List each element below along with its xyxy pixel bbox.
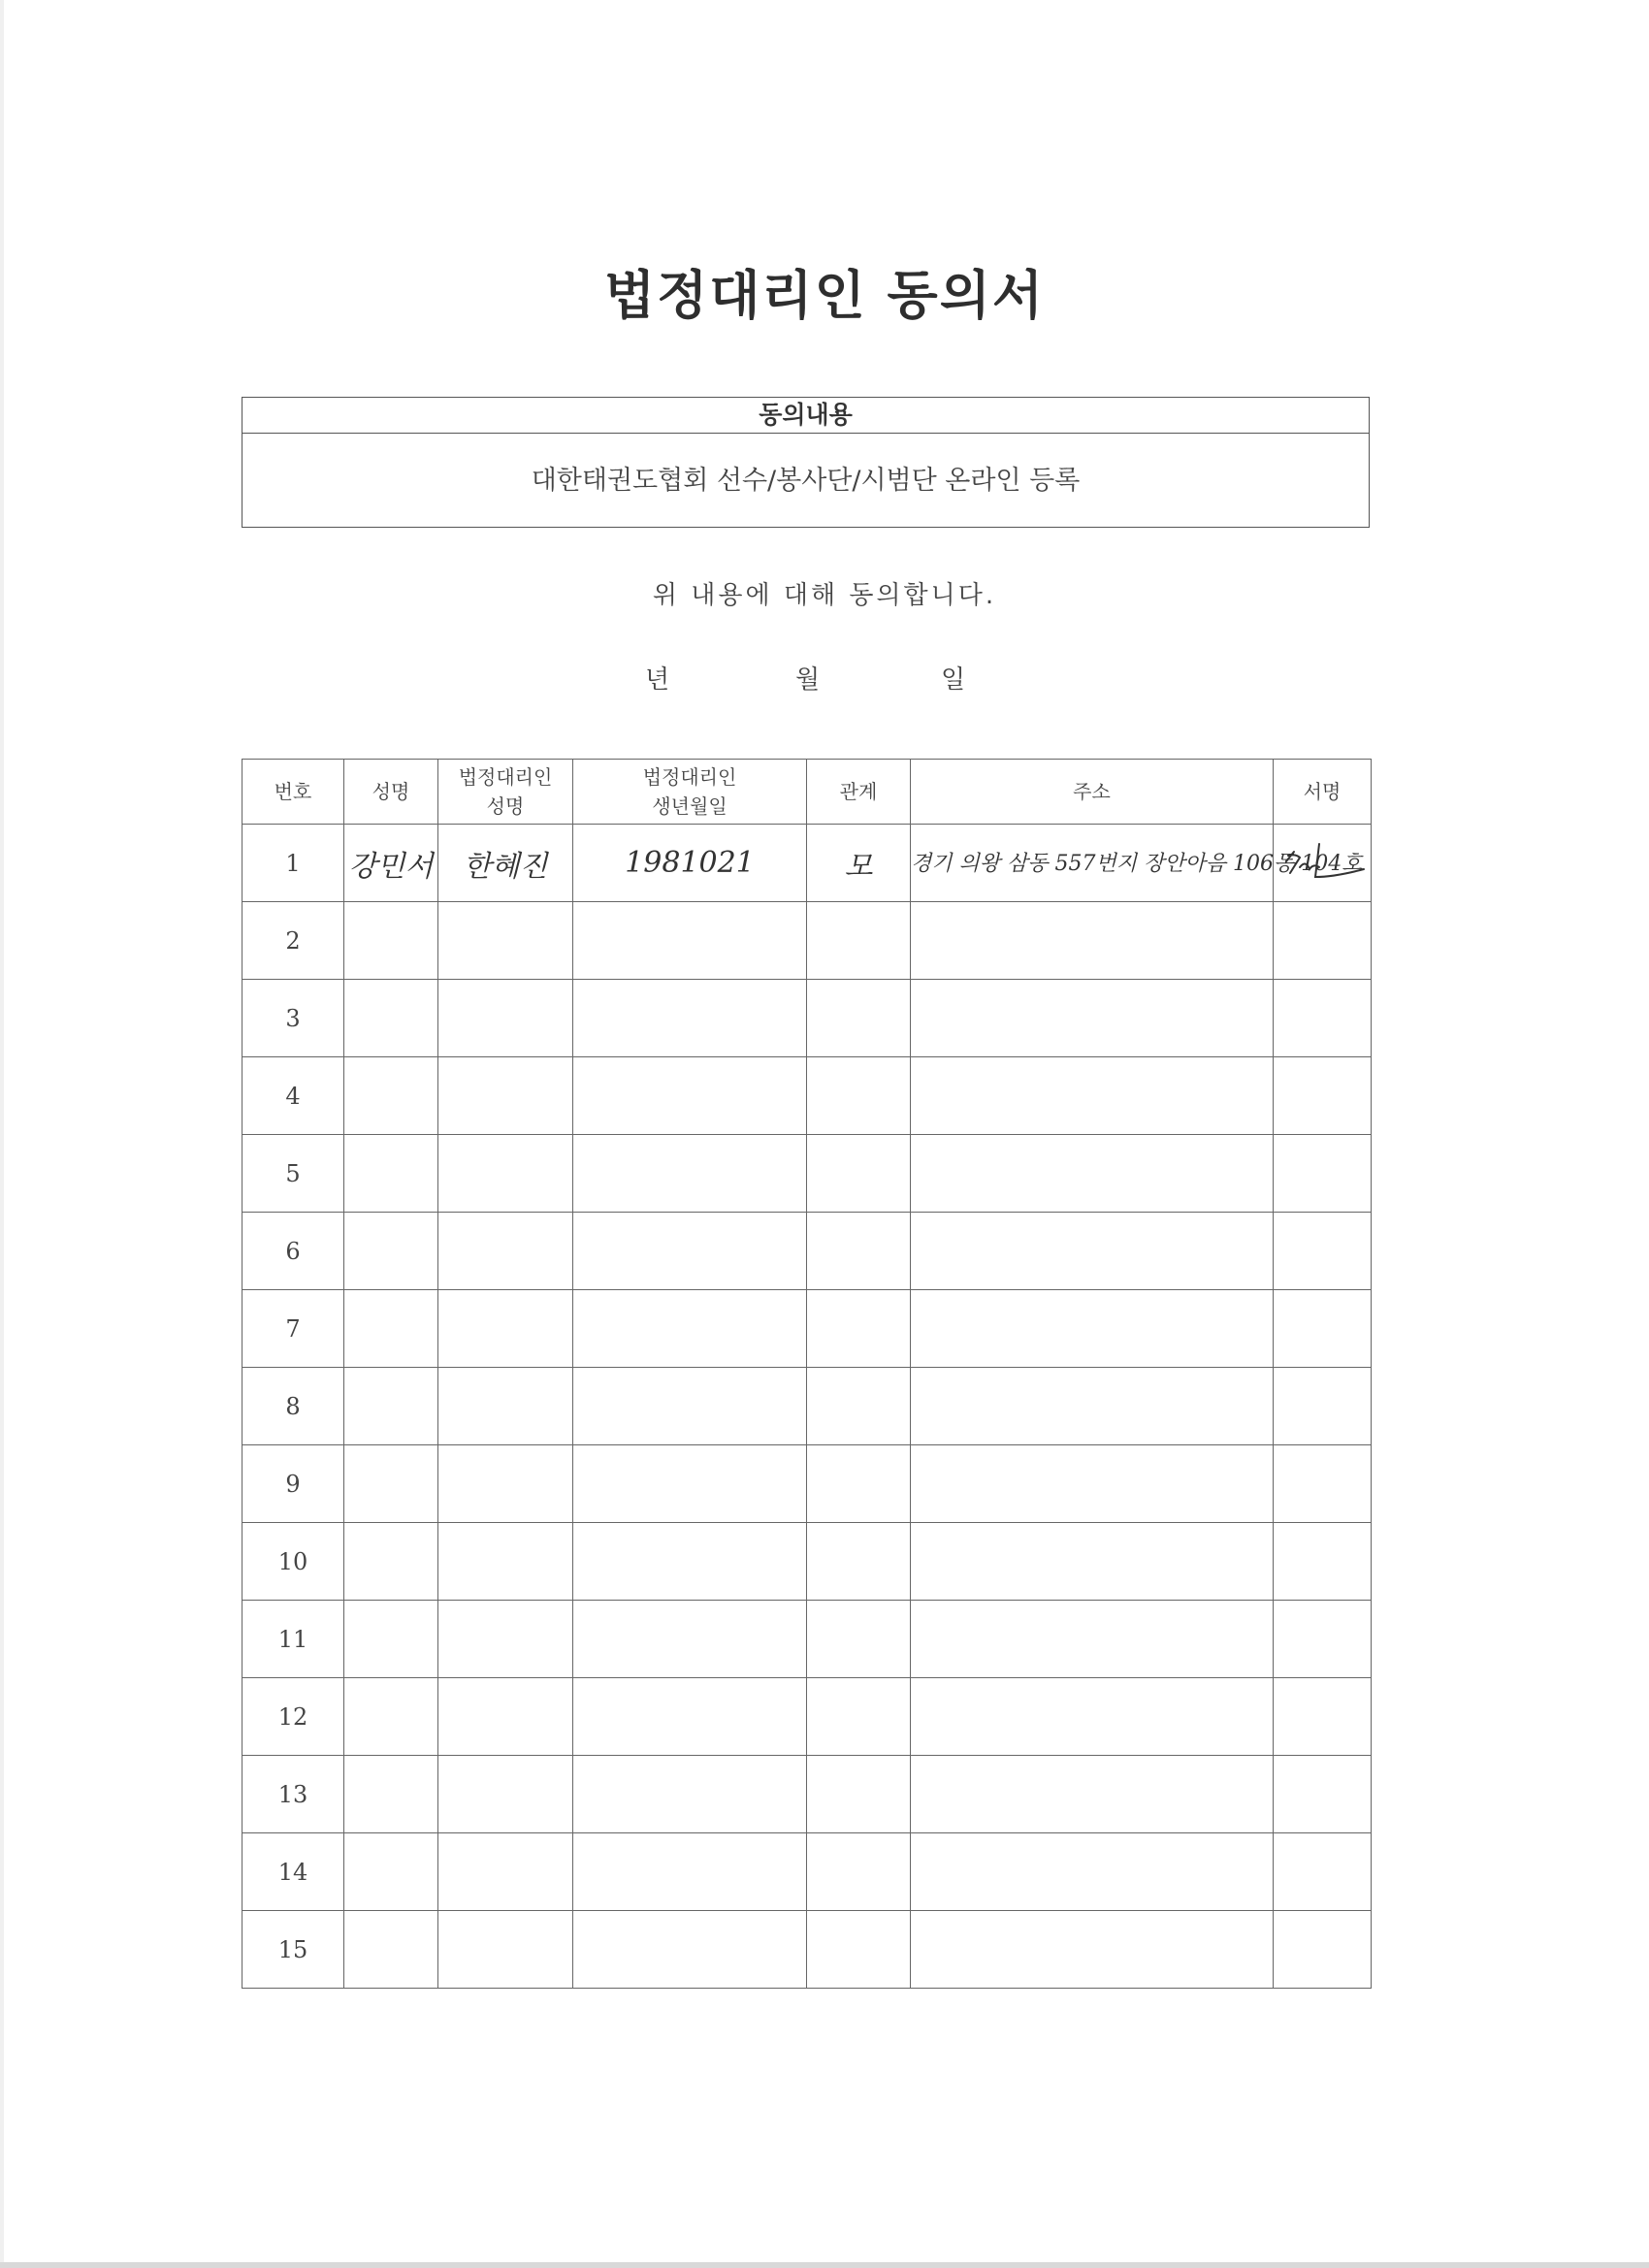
date-day-label: 일 [941,665,966,695]
address-cell [911,1445,1274,1523]
consent-box [242,397,1370,528]
student-name-cell [344,1601,438,1678]
address-cell [911,1213,1274,1290]
relation-cell [807,1057,911,1135]
row-number-cell: 12 [242,1678,344,1756]
relation-cell [807,902,911,980]
guardian-birth-cell [573,1445,807,1523]
signature-cell [1274,1290,1372,1368]
document-title: 법정대리인 동의서 [603,264,1046,326]
student-name-cell [344,902,438,980]
guardian-birth-cell [573,1911,807,1989]
student-name-cell [344,1057,438,1135]
signature-cell [1274,980,1372,1057]
relation-cell [807,980,911,1057]
student-name-cell [344,1678,438,1756]
guardian-birth-cell [573,1523,807,1601]
row-number-cell: 9 [242,1445,344,1523]
guardian-name-cell [438,1445,573,1523]
relation-cell [807,1290,911,1368]
student-name-cell [344,1445,438,1523]
student-name-handwritten: 강민서 [348,849,434,884]
relation-cell [807,825,911,902]
scan-edge-left [0,0,4,2268]
student-name-cell [344,1368,438,1445]
table-row [242,1445,1372,1523]
student-name-cell [344,1135,438,1213]
address-cell [911,1911,1274,1989]
guardian-birth-cell [573,1135,807,1213]
header-number: 번호 [242,760,344,825]
relation-cell [807,1135,911,1213]
signature-cell [1274,1057,1372,1135]
signature-cell [1274,1213,1372,1290]
relation-cell [807,1911,911,1989]
table-row [242,1523,1372,1601]
address-cell [911,902,1274,980]
table-row [242,1213,1372,1290]
table-row [242,902,1372,980]
student-name-cell [344,1756,438,1833]
signature-cell [1274,1135,1372,1213]
table-row [242,825,1372,902]
student-name-cell [344,1833,438,1911]
guardian-name-cell [438,1290,573,1368]
consent-header: 동의내용 [242,398,1369,434]
header-signature: 서명 [1274,760,1372,825]
date-year-label: 년 [645,665,670,695]
table-row [242,1601,1372,1678]
address-cell [911,980,1274,1057]
guardian-name-cell [438,1135,573,1213]
address-cell [911,1057,1274,1135]
row-number-cell: 11 [242,1601,344,1678]
address-cell [911,1135,1274,1213]
guardian-name-cell [438,1368,573,1445]
address-cell [911,1523,1274,1601]
guardian-name-cell [438,825,573,902]
guardian-name-cell [438,1678,573,1756]
guardian-birth-handwritten: 1981021 [625,846,755,880]
row-number-cell: 6 [242,1213,344,1290]
guardian-birth-cell [573,1833,807,1911]
signature-cell [1274,1678,1372,1756]
student-name-cell [344,1213,438,1290]
address-cell [911,1756,1274,1833]
guardian-name-cell [438,980,573,1057]
address-cell [911,1368,1274,1445]
row-number-cell: 5 [242,1135,344,1213]
row-number-cell: 13 [242,1756,344,1833]
address-cell [911,825,1363,902]
date-month-label: 월 [795,665,821,695]
row-number-cell: 15 [242,1911,344,1989]
table-header-row [242,760,1372,825]
address-cell [911,1601,1274,1678]
address-handwritten: 경기 의왕 삼동 557번지 장안아음 106동 104호 [911,851,1363,876]
relation-cell [807,1833,911,1911]
row-number-cell: 7 [242,1290,344,1368]
row-number-cell: 10 [242,1523,344,1601]
table-row [242,1368,1372,1445]
guardian-name-cell [438,1756,573,1833]
guardian-name-cell [438,1833,573,1911]
guardian-birth-cell [573,980,807,1057]
row-number-cell: 8 [242,1368,344,1445]
signature-cell [1274,1911,1372,1989]
signature-cell [1274,1833,1372,1911]
row-number-cell: 3 [242,980,344,1057]
table-row [242,1911,1372,1989]
student-name-cell [344,980,438,1057]
relation-cell [807,1368,911,1445]
guardian-name-handwritten: 한혜진 [463,849,548,884]
address-cell [911,1290,1274,1368]
guardian-roster-table [242,759,1372,1989]
student-name-cell [344,1911,438,1989]
table-row [242,980,1372,1057]
table-row [242,1756,1372,1833]
student-name-cell [344,1290,438,1368]
guardian-birth-cell [573,902,807,980]
guardian-birth-cell [573,1290,807,1368]
relation-cell [807,1601,911,1678]
relation-cell [807,1523,911,1601]
guardian-birth-cell [573,1368,807,1445]
signature-cell [1274,1756,1372,1833]
guardian-name-cell [438,1057,573,1135]
header-relation: 관계 [807,760,911,825]
guardian-birth-cell [573,1601,807,1678]
address-cell [911,1833,1274,1911]
student-name-cell [344,1523,438,1601]
guardian-name-cell [438,1523,573,1601]
guardian-birth-cell [573,1678,807,1756]
relation-cell [807,1756,911,1833]
signature-cell [1274,1601,1372,1678]
relation-cell [807,1445,911,1523]
table-row [242,1057,1372,1135]
guardian-name-cell [438,1213,573,1290]
row-number-cell: 4 [242,1057,344,1135]
signature-cell [1274,1445,1372,1523]
signature-cell [1274,902,1372,980]
guardian-birth-cell [573,1057,807,1135]
row-number-cell: 1 [242,825,344,902]
header-guardian-birth: 법정대리인 생년월일 [573,760,807,825]
guardian-birth-cell [573,1756,807,1833]
guardian-name-cell [438,902,573,980]
consent-body: 대한태권도협회 선수/봉사단/시범단 온라인 등록 [531,466,1081,496]
relation-cell [807,1678,911,1756]
header-guardian-name: 법정대리인 성명 [438,760,573,825]
table-row [242,1678,1372,1756]
scan-edge-bottom [0,2262,1649,2268]
table-row [242,1135,1372,1213]
guardian-birth-cell [573,1213,807,1290]
guardian-birth-cell [573,825,807,902]
header-address: 주소 [911,760,1274,825]
student-name-cell [344,825,438,902]
row-number-cell: 2 [242,902,344,980]
signature-cell [1274,1368,1372,1445]
guardian-name-cell [438,1911,573,1989]
relation-handwritten: 모 [844,849,873,884]
relation-cell [807,1213,911,1290]
signature-cell [1274,1523,1372,1601]
agree-statement: 위 내용에 대해 동의합니다. [652,581,997,610]
table-row [242,1833,1372,1911]
guardian-name-cell [438,1601,573,1678]
address-cell [911,1678,1274,1756]
header-name: 성명 [344,760,438,825]
row-number-cell: 14 [242,1833,344,1911]
table-row [242,1290,1372,1368]
